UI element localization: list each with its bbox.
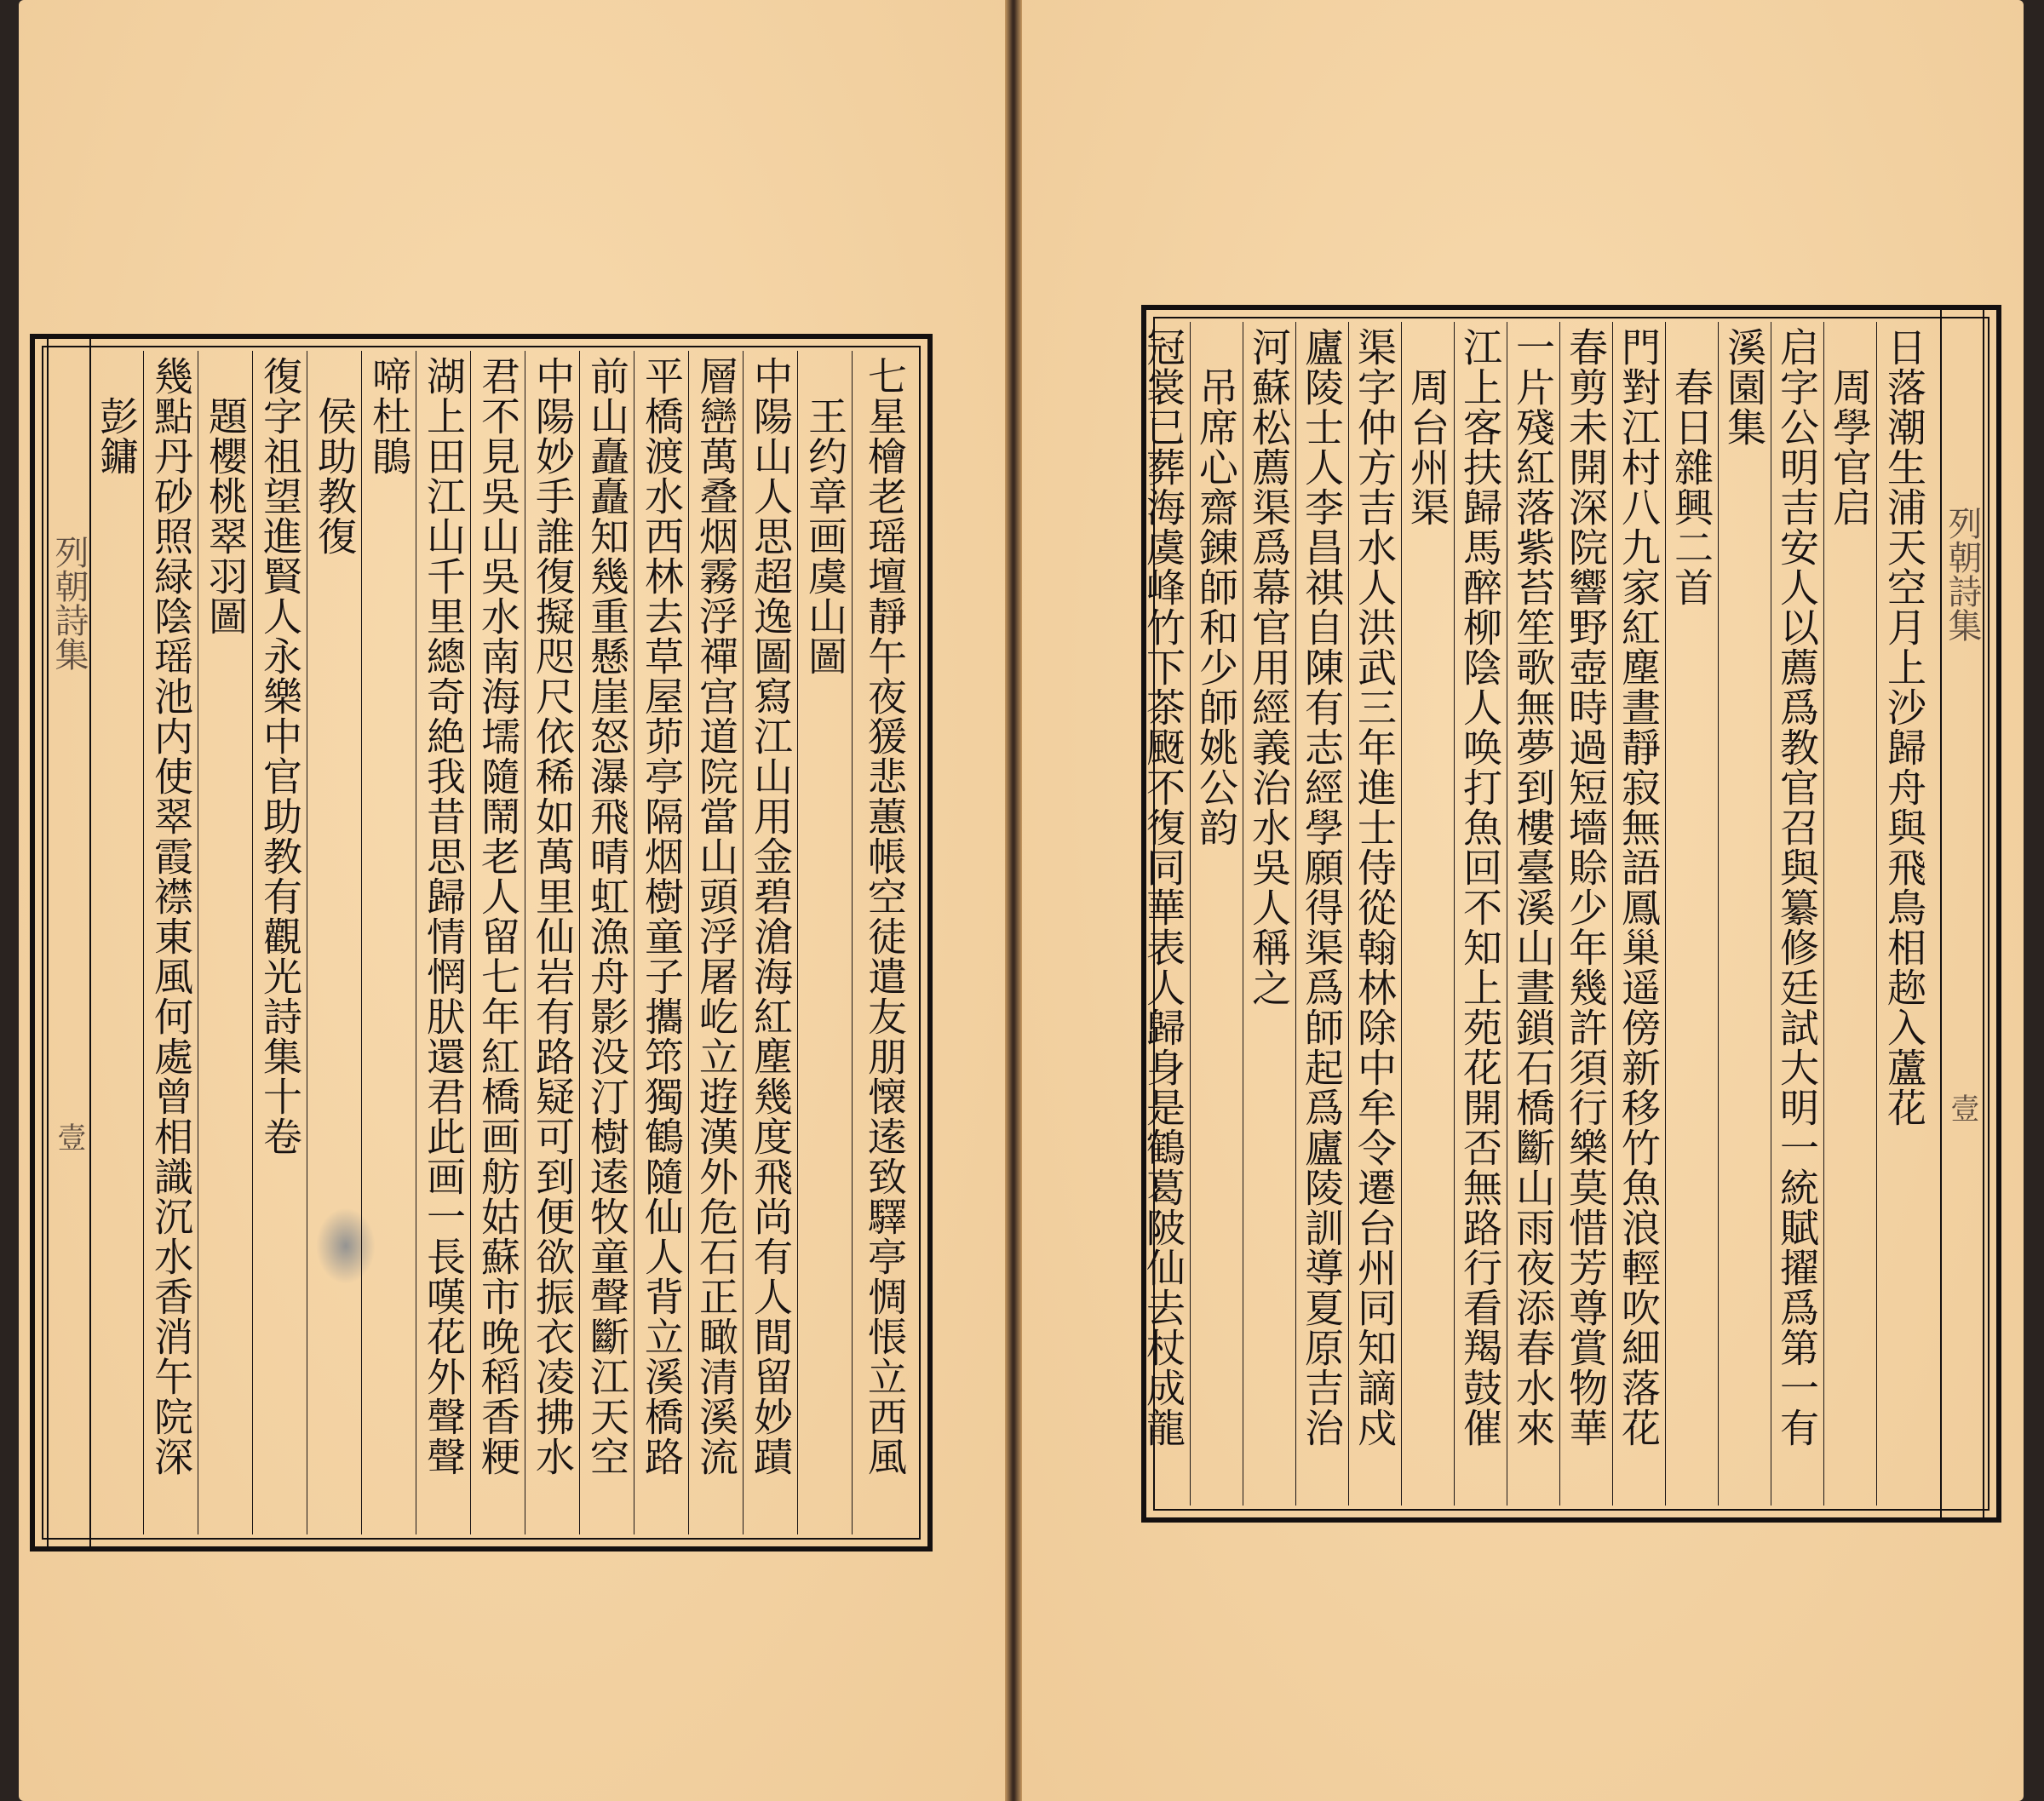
right-column-13: 河蘇松薦渠爲幕官用經義治水吳人稱之 bbox=[1246, 327, 1292, 1007]
right-column-6: 門對江村八九家紅塵晝靜寂無語鳳巢遥傍新移竹魚浪輕吹細落花 bbox=[1616, 327, 1662, 1448]
left-column-14: 幾點丹砂照緑陰瑶池内使翠霞襟東風何處曾相識沉水香消午院深 bbox=[148, 356, 194, 1477]
right-column-10: 周台州渠 bbox=[1404, 327, 1450, 527]
left-column-10: 啼杜鵑 bbox=[366, 356, 412, 476]
left-column-3: 中陽山人思超逸圖寫江山用金碧滄海紅塵幾度飛尚有人間留妙蹟 bbox=[748, 356, 794, 1477]
right-column-1: 日落潮生浦天空月上沙歸舟與飛鳥相趂入蘆花 bbox=[1881, 327, 1927, 1127]
right-column-11: 渠字仲方吉水人洪武三年進士侍從翰林除中牟令遷台州同知謫戍 bbox=[1352, 327, 1398, 1448]
right-column-15: 冠裳已葬海虞峰竹下茶颬不復同華表人歸身是鶴葛陂仙去杖成龍 bbox=[1140, 327, 1186, 1448]
left-column-8: 君不見吳山吳水南海壖隨鬧老人留七年紅橋画舫姑蘇市晚稻香粳 bbox=[475, 356, 521, 1477]
left-column-2: 王约章画虞山圖 bbox=[802, 356, 848, 676]
right-column-4: 溪園集 bbox=[1721, 327, 1767, 447]
right-column-2: 周學官启 bbox=[1827, 327, 1873, 527]
right-column-12: 廬陵士人李昌祺自陳有志經學願得渠爲師起爲廬陵訓導夏原吉治 bbox=[1299, 327, 1345, 1448]
left-column-11: 侯助教復 bbox=[312, 356, 358, 556]
left-column-13: 題櫻桃翠羽圖 bbox=[203, 356, 249, 636]
left-column-15: 彭鏞 bbox=[94, 356, 140, 476]
left-band-folio: 壹 bbox=[52, 1122, 86, 1151]
right-column-7: 春剪未開深院響野壺時過短墻賒少年幾許須行樂莫惜芳尊賞物華 bbox=[1563, 327, 1609, 1448]
right-center-band bbox=[1940, 310, 1984, 1517]
left-column-1: 七星檜老瑶壇靜午夜猨悲蕙帳空徒遣友朋懐逺致驛亭惆悵立西風 bbox=[862, 356, 908, 1477]
right-text-frame bbox=[1141, 305, 2001, 1523]
right-column-8: 一片殘紅落紫苔笙歌無夢到樓臺溪山晝鎖石橋斷山雨夜添春水來 bbox=[1510, 327, 1556, 1448]
left-column-4: 層巒萬叠烟霧浮禪宫道院當山頭浮屠屹立逰漢外危石正瞰清溪流 bbox=[693, 356, 739, 1477]
left-text-frame bbox=[30, 334, 933, 1551]
left-band-title: 列朝詩集 bbox=[49, 535, 89, 671]
right-band-title: 列朝詩集 bbox=[1943, 506, 1982, 642]
left-column-7: 中陽妙手誰復擬咫尺依稀如萬里仙岩有路疑可到便欲振衣凌拂水 bbox=[530, 356, 576, 1477]
book-gutter bbox=[1005, 0, 1022, 1801]
right-column-5: 春日雜興二首 bbox=[1668, 327, 1714, 607]
right-band-folio: 壹 bbox=[1945, 1093, 1979, 1122]
ink-stain bbox=[316, 1207, 376, 1284]
right-column-3: 启字公明吉安人以薦爲教官召與纂修廷試大明一統賦擢爲第一有 bbox=[1774, 327, 1820, 1448]
left-column-6: 前山矗矗知幾重懸崖怒瀑飛晴虹漁舟影没汀樹逺牧童聲斷江天空 bbox=[584, 356, 630, 1477]
left-column-5: 平橋渡水西林去草屋茆亭隔烟樹童子攜筇獨鶴隨仙人背立溪橋路 bbox=[639, 356, 685, 1477]
right-column-14: 吊席心齋錬師和少師姚公韵 bbox=[1193, 327, 1239, 847]
left-column-9: 湖上田江山千里總奇絶我昔思歸情惘肰還君此画一長嘆花外聲聲 bbox=[421, 356, 467, 1477]
right-column-9: 江上客扶歸馬醉柳陰人唤打魚回不知上苑花開否無路行看羯鼓催 bbox=[1457, 327, 1503, 1448]
left-column-12: 復字祖望進賢人永樂中官助教有觀光詩集十卷 bbox=[257, 356, 303, 1156]
left-center-band bbox=[47, 339, 91, 1546]
